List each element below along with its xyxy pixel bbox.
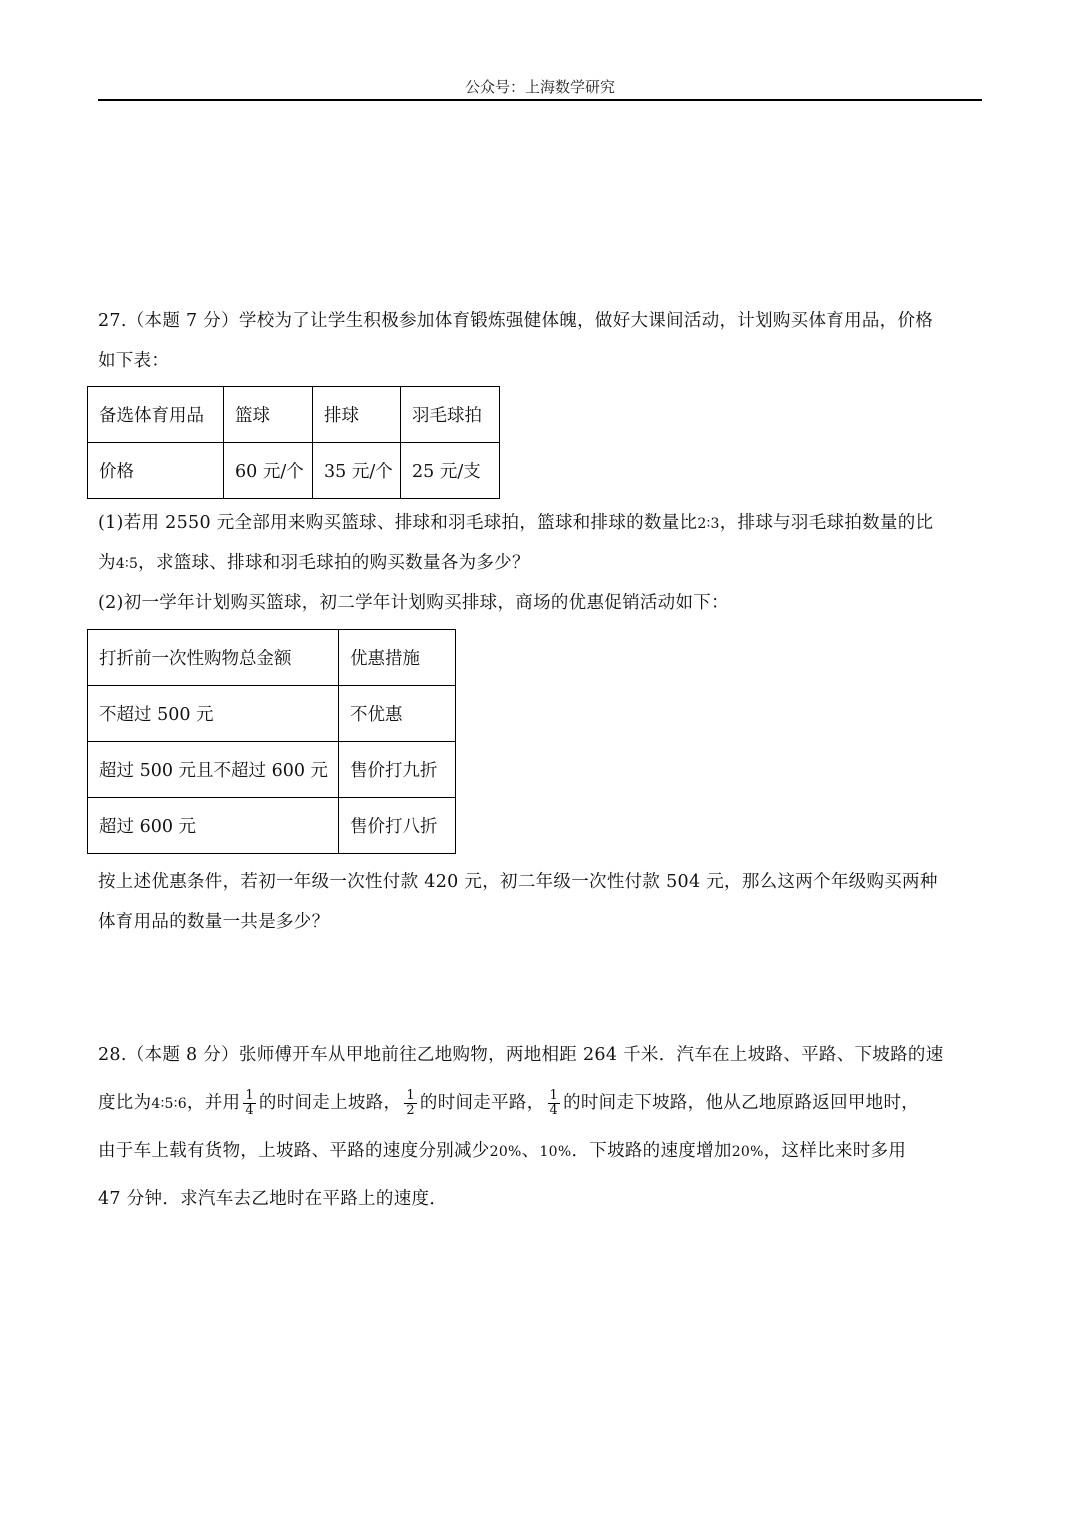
q27-part2-question bbox=[98, 862, 982, 942]
discount-table-header-row bbox=[88, 630, 456, 686]
fraction-one-quarter bbox=[548, 1089, 561, 1118]
text: ，这样比来时多用 bbox=[763, 1141, 907, 1161]
ratio-2-3: 2∶3 bbox=[697, 516, 720, 532]
ratio-4-5: 4∶5 bbox=[115, 556, 139, 572]
q28-line4: 47 分钟．求汽车去乙地时在平路上的速度． bbox=[98, 1189, 448, 1209]
ratio-4-5-6: 4∶5∶6 bbox=[151, 1096, 187, 1112]
text: ．下坡路的速度增加 bbox=[571, 1141, 732, 1161]
fraction-numerator: 1 bbox=[549, 1088, 559, 1103]
text: ，排球与羽毛球拍数量的比 bbox=[719, 513, 934, 533]
text: 为 bbox=[98, 553, 116, 573]
discount-table-cell: 超过 500 元且不超过 600 元 bbox=[88, 742, 339, 798]
discount-table-cell: 售价打九折 bbox=[339, 742, 456, 798]
discount-table-cell: 优惠措施 bbox=[339, 630, 456, 686]
q27-part2-question-line1: 按上述优惠条件，若初一年级一次性付款 420 元，初二年级一次性付款 504 元，那么这两个年级购买两种 bbox=[98, 872, 938, 892]
price-table-cell: 价格 bbox=[88, 443, 224, 499]
fraction-numerator: 1 bbox=[245, 1088, 254, 1103]
text: ，求篮球、排球和羽毛球拍的购买数量各为多少？ bbox=[138, 553, 530, 573]
text: (1)若用 2550 元全部用来购买篮球、排球和羽毛球拍，篮球和排球的数量比 bbox=[98, 513, 698, 533]
text: 的时间走上坡路， bbox=[258, 1093, 402, 1113]
fraction-one-quarter bbox=[243, 1089, 256, 1118]
q28-line2 bbox=[98, 1079, 982, 1127]
discount-table-cell: 超过 600 元 bbox=[88, 798, 339, 854]
price-table-row bbox=[88, 443, 500, 499]
discount-table-cell: 售价打八折 bbox=[339, 798, 456, 854]
text: 的时间走平路， bbox=[419, 1093, 545, 1113]
discount-table-cell: 打折前一次性购物总金额 bbox=[88, 630, 339, 686]
q27-part1-line2 bbox=[98, 543, 982, 583]
q28-line3 bbox=[98, 1127, 982, 1175]
text: 的时间走下坡路，他从乙地原路返回甲地时， bbox=[563, 1093, 920, 1113]
price-table-cell: 排球 bbox=[313, 387, 401, 443]
q27-stem-line1: 27.（本题 7 分）学校为了让学生积极参加体育锻炼强健体魄，做好大课间活动，计划购买体育用品，价格 bbox=[98, 311, 934, 331]
discount-table-row bbox=[88, 686, 456, 742]
q27-part2-question-line2: 体育用品的数量一共是多少？ bbox=[98, 912, 330, 932]
percent-10: 10% bbox=[539, 1144, 572, 1160]
price-table-cell: 60 元/个 bbox=[224, 443, 313, 499]
discount-table-row bbox=[88, 798, 456, 854]
discount-table-cell: 不超过 500 元 bbox=[88, 686, 339, 742]
price-table-cell: 35 元/个 bbox=[313, 443, 401, 499]
fraction-denominator: 4 bbox=[245, 1103, 254, 1118]
text: 度比为 bbox=[98, 1093, 152, 1113]
price-table-cell: 羽毛球拍 bbox=[401, 387, 500, 443]
price-table-cell: 篮球 bbox=[224, 387, 313, 443]
discount-table-cell: 不优惠 bbox=[339, 686, 456, 742]
fraction-one-half bbox=[404, 1089, 417, 1118]
percent-20: 20% bbox=[731, 1144, 764, 1160]
price-table-header-row bbox=[88, 387, 500, 443]
q28-stem bbox=[98, 1031, 982, 1223]
price-table-cell: 25 元/支 bbox=[401, 443, 500, 499]
text: ，并用 bbox=[186, 1093, 241, 1113]
text: 由于车上载有货物，上坡路、平路的速度分别减少 bbox=[98, 1141, 490, 1161]
q27-stem-line2: 如下表： bbox=[98, 351, 170, 371]
q27-stem bbox=[98, 301, 982, 381]
page-header: 公众号：上海数学研究 bbox=[464, 78, 615, 96]
price-table bbox=[87, 386, 500, 499]
discount-table-row bbox=[88, 742, 456, 798]
q27-part1-line1 bbox=[98, 503, 982, 543]
percent-20: 20% bbox=[489, 1144, 522, 1160]
q27-part2-intro: (2)初一学年计划购买篮球，初二学年计划购买排球，商场的优惠促销活动如下： bbox=[98, 593, 729, 613]
q28-line1: 28.（本题 8 分）张师傅开车从甲地前往乙地购物，两地相距 264 千米．汽车在上坡路、平路、下坡路的速 bbox=[98, 1045, 944, 1065]
text: 、 bbox=[521, 1141, 540, 1161]
fraction-numerator: 1 bbox=[406, 1088, 415, 1103]
discount-table bbox=[87, 629, 456, 854]
header-divider bbox=[98, 99, 982, 101]
q27-part1 bbox=[98, 503, 982, 623]
fraction-denominator: 4 bbox=[549, 1103, 559, 1118]
fraction-denominator: 2 bbox=[406, 1103, 415, 1118]
price-table-cell: 备选体育用品 bbox=[88, 387, 224, 443]
